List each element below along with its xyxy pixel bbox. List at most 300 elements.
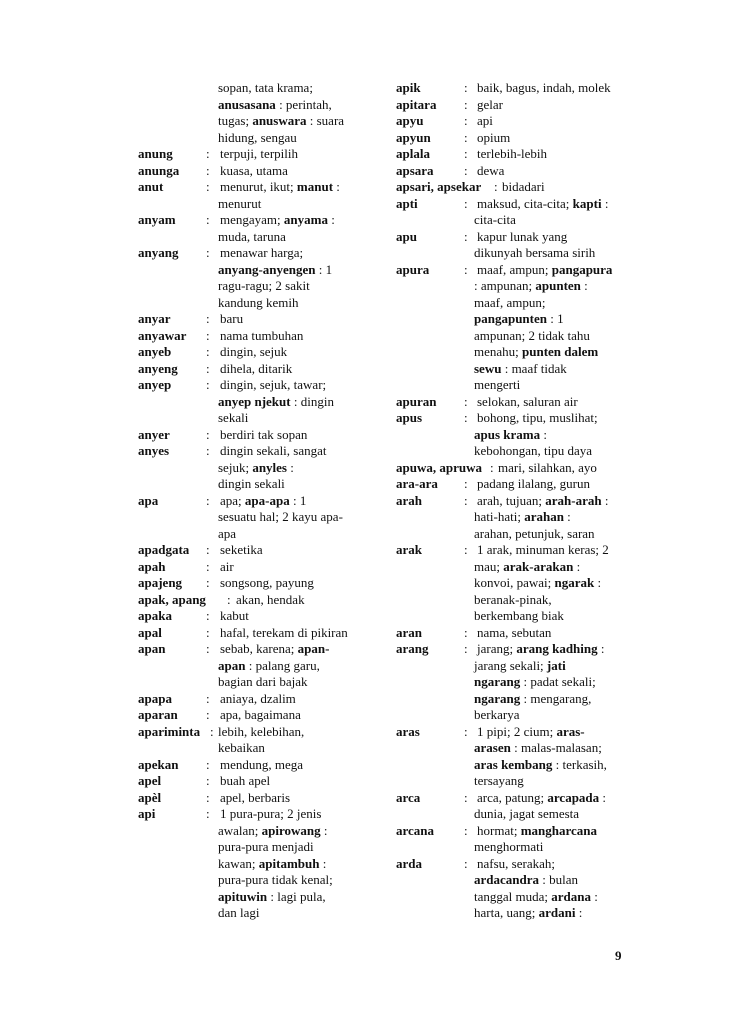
definition-continuation — [396, 691, 632, 708]
separator-colon: : — [464, 476, 468, 491]
separator-colon: : — [206, 558, 210, 574]
dictionary-entry — [396, 97, 632, 114]
gloss-text: jarang sekali; — [474, 657, 547, 673]
gloss-text: sesuatu hal; 2 kayu apa- — [218, 509, 343, 524]
definition-text — [218, 509, 343, 526]
separator-colon: : — [490, 459, 494, 475]
gloss-text: baik, bagus, indah, molek — [477, 80, 611, 95]
bold-term: aras- — [556, 723, 585, 739]
definition-text — [220, 377, 326, 394]
definition-continuation — [138, 905, 378, 922]
definition-continuation — [138, 460, 378, 477]
gloss-text: : — [286, 459, 294, 475]
headword: anut — [138, 179, 164, 194]
definition-continuation — [396, 806, 632, 823]
headword: apekan — [138, 756, 179, 772]
headword: apura — [396, 261, 430, 277]
definition-text — [474, 872, 578, 889]
separator-colon: : — [494, 179, 498, 194]
gloss-text: apa; — [220, 492, 245, 508]
gloss-text: kawan; — [218, 855, 259, 871]
bold-term: apituwin — [218, 888, 268, 904]
definition-text — [477, 410, 598, 427]
definition-continuation — [396, 773, 632, 790]
definition-continuation — [396, 509, 632, 526]
headword: apsara — [396, 162, 434, 178]
gloss-text: gelar — [477, 96, 503, 112]
definition-text — [220, 427, 307, 444]
definition-text — [474, 509, 571, 526]
bold-term: manut — [296, 179, 334, 194]
gloss-text: dewa — [477, 162, 505, 178]
definition-text — [218, 130, 297, 147]
definition-text — [220, 625, 348, 642]
headword: apajeng — [138, 575, 183, 590]
page-number: 9 — [615, 948, 622, 963]
gloss-text: hormat; — [477, 822, 521, 838]
definition-text — [477, 130, 510, 147]
bold-term: pangapura — [551, 261, 613, 277]
gloss-text: berdiri tak sopan — [220, 426, 308, 442]
gloss-text: : — [594, 575, 602, 590]
definition-continuation — [396, 212, 632, 229]
definition-text — [220, 493, 306, 510]
gloss-text: padang ilalang, gurun — [477, 476, 590, 491]
definition-text — [498, 460, 597, 477]
definition-continuation — [138, 80, 378, 97]
definition-text — [220, 641, 329, 658]
bold-term: ardacandra — [474, 872, 539, 887]
definition-text — [220, 146, 298, 163]
definition-text — [220, 691, 296, 708]
bold-term: pangapunten — [474, 311, 547, 326]
gloss-text: kandung kemih — [218, 294, 299, 310]
definition-text — [477, 80, 611, 97]
gloss-text: nafsu, serakah; — [477, 855, 555, 871]
headword: arda — [396, 855, 422, 871]
dictionary-entry — [396, 856, 632, 873]
bold-term: apunten — [535, 278, 581, 293]
definition-text — [477, 790, 606, 807]
headword: apadgata — [138, 542, 190, 557]
headword: arak — [396, 542, 422, 557]
gloss-text: tanggal muda; — [474, 888, 552, 904]
definition-text — [477, 542, 609, 559]
dictionary-entry — [138, 757, 378, 774]
separator-colon: : — [464, 410, 468, 425]
definition-text — [477, 476, 590, 493]
definition-text — [220, 361, 292, 378]
definition-text — [220, 212, 335, 229]
separator-colon: : — [464, 789, 468, 805]
definition-continuation — [396, 658, 632, 675]
definition-text — [474, 592, 552, 609]
gloss-text: hafal, terekam di pikiran — [220, 624, 348, 640]
definition-continuation — [138, 740, 378, 757]
dictionary-entry — [138, 328, 378, 345]
separator-colon: : — [464, 162, 468, 178]
definition-continuation — [396, 608, 632, 625]
headword: anyawar — [138, 327, 187, 343]
separator-colon: : — [206, 443, 210, 458]
definition-continuation — [396, 377, 632, 394]
definition-continuation — [396, 872, 632, 889]
gloss-text: pura-pura tidak kenal; — [218, 872, 333, 887]
gloss-text: hati-hati; — [474, 509, 525, 524]
separator-colon: : — [206, 344, 210, 359]
headword: apuran — [396, 393, 437, 409]
gloss-text: 1 arak, minuman keras; 2 — [477, 542, 609, 557]
definition-text — [474, 361, 567, 378]
dictionary-entry — [138, 625, 378, 642]
separator-colon: : — [464, 542, 468, 557]
separator-colon: : — [464, 113, 468, 128]
definition-text — [218, 460, 294, 477]
gloss-text: terlebih-lebih — [477, 146, 548, 161]
gloss-text: arahan, petunjuk, saran — [474, 525, 595, 541]
definition-text — [474, 278, 588, 295]
gloss-text: songsong, payung — [220, 575, 314, 590]
gloss-text: awalan; — [218, 822, 262, 838]
separator-colon: : — [206, 146, 210, 161]
separator-colon: : — [206, 377, 210, 392]
headword: apariminta — [138, 723, 201, 739]
definition-text — [474, 311, 564, 328]
definition-text — [474, 889, 598, 906]
definition-continuation — [138, 476, 378, 493]
definition-text — [474, 757, 607, 774]
gloss-text: kebohongan, tipu daya — [474, 443, 593, 458]
bold-term: anusasana — [218, 96, 276, 112]
separator-colon: : — [206, 426, 210, 442]
separator-colon: : — [464, 822, 468, 838]
bold-term: anyama — [283, 212, 328, 227]
separator-colon: : — [464, 492, 468, 508]
headword: apan — [138, 641, 166, 656]
dictionary-entry — [138, 773, 378, 790]
gloss-text: kebaikan — [218, 740, 265, 755]
gloss-text: : — [320, 822, 328, 838]
definition-text — [474, 427, 547, 444]
separator-colon: : — [206, 212, 210, 227]
definition-continuation — [396, 344, 632, 361]
definition-continuation — [396, 905, 632, 922]
definition-text — [474, 295, 545, 312]
gloss-text: menurut — [218, 195, 262, 211]
gloss-text: : — [563, 509, 571, 524]
gloss-text: menahu; — [474, 344, 523, 359]
bold-term: jati — [546, 657, 566, 673]
definition-text — [218, 674, 308, 691]
gloss-text: : ampunan; — [474, 278, 536, 293]
gloss-text: arah, tujuan; — [477, 492, 546, 508]
separator-colon: : — [464, 855, 468, 871]
definition-text — [218, 262, 332, 279]
separator-colon: : — [464, 129, 468, 145]
separator-colon: : — [464, 393, 468, 409]
definition-text — [477, 625, 551, 642]
headword: anung — [138, 146, 173, 161]
bold-term: apa-apa — [244, 492, 290, 508]
gloss-text: dingin sekali, sangat — [220, 443, 327, 458]
definition-text — [220, 328, 303, 345]
gloss-text: aniaya, dzalim — [220, 690, 296, 706]
definition-text — [218, 80, 313, 97]
headword: anunga — [138, 162, 180, 178]
definition-text — [474, 658, 566, 675]
gloss-text: : — [601, 195, 609, 211]
separator-colon: : — [464, 96, 468, 112]
dictionary-entry — [396, 146, 632, 163]
definition-text — [218, 526, 236, 543]
definition-continuation — [138, 394, 378, 411]
headword: arca — [396, 789, 421, 805]
bold-term: apan — [218, 657, 246, 673]
definition-text — [477, 641, 605, 658]
headword: apyun — [396, 129, 431, 145]
separator-colon: : — [210, 723, 214, 739]
headword: anyes — [138, 443, 170, 458]
gloss-text: : perintah, — [275, 96, 332, 112]
definition-text — [220, 163, 288, 180]
headword: aplala — [396, 146, 430, 161]
separator-colon: : — [206, 179, 210, 194]
dictionary-entry — [138, 163, 378, 180]
bold-term: apitambuh — [258, 855, 320, 871]
left-column — [138, 80, 378, 922]
headword: anyam — [138, 212, 176, 227]
definition-continuation — [396, 443, 632, 460]
definition-continuation — [396, 674, 632, 691]
definition-text — [218, 889, 326, 906]
bold-term: arah-arah — [545, 492, 602, 508]
separator-colon: : — [464, 261, 468, 277]
definition-text — [474, 212, 516, 229]
definition-text — [474, 559, 580, 576]
gloss-text: tersayang — [474, 773, 524, 788]
gloss-text: kuasa, utama — [220, 162, 288, 178]
headword: apak, apang — [138, 591, 206, 607]
definition-text — [220, 179, 340, 196]
headword: anyep — [138, 377, 172, 392]
gloss-text: maksud, cita-cita; — [477, 195, 573, 211]
definition-continuation — [396, 592, 632, 609]
bold-term: arahan — [524, 509, 564, 524]
definition-text — [474, 773, 524, 790]
separator-colon: : — [206, 707, 210, 722]
separator-colon: : — [206, 806, 210, 821]
gloss-text: ragu-ragu; 2 sakit — [218, 278, 310, 293]
gloss-text: dingin, sejuk — [220, 344, 288, 359]
gloss-text: : malas-malasan; — [510, 740, 602, 755]
headword: apyu — [396, 113, 424, 128]
right-column — [396, 80, 632, 922]
definition-continuation — [396, 311, 632, 328]
dictionary-entry — [396, 493, 632, 510]
definition-text — [477, 97, 503, 114]
definition-text — [220, 806, 321, 823]
headword: apsari, apsekar — [396, 179, 482, 194]
definition-continuation — [396, 295, 632, 312]
definition-text — [218, 113, 344, 130]
definition-text — [502, 179, 545, 196]
gloss-text: : mengarang, — [520, 690, 592, 706]
gloss-text: seketika — [220, 542, 263, 557]
definition-text — [474, 526, 595, 543]
headword: anyang — [138, 245, 179, 260]
headword: apti — [396, 195, 418, 211]
gloss-text: nama, sebutan — [477, 624, 552, 640]
dictionary-entry — [138, 179, 378, 196]
bold-term: anyang-anyengen — [218, 261, 316, 277]
bold-term: ngarang — [474, 690, 521, 706]
dictionary-entry — [138, 427, 378, 444]
gloss-text: mari, silahkan, ayo — [498, 459, 597, 475]
bold-term: anyep njekut — [218, 393, 291, 409]
bold-term: apus krama — [474, 426, 541, 442]
definition-text — [477, 493, 608, 510]
dictionary-entry — [138, 641, 378, 658]
separator-colon: : — [206, 608, 210, 623]
dictionary-entry — [138, 542, 378, 559]
definition-text — [477, 229, 567, 246]
bold-term: kapti — [572, 195, 602, 211]
gloss-text: 1 pipi; 2 cium; — [477, 723, 557, 739]
definition-text — [220, 790, 290, 807]
dictionary-entry — [138, 608, 378, 625]
definition-text — [477, 856, 555, 873]
dictionary-entry — [138, 559, 378, 576]
gloss-text: 1 pura-pura; 2 jenis — [220, 806, 322, 821]
headword: ara-ara — [396, 476, 438, 491]
gloss-text: dunia, jagat semesta — [474, 806, 580, 821]
dictionary-entry — [396, 542, 632, 559]
definition-continuation — [138, 130, 378, 147]
gloss-text: : — [333, 179, 340, 194]
dictionary-entry — [396, 724, 632, 741]
gloss-text: ampunan; 2 tidak tahu — [474, 327, 590, 343]
definition-text — [220, 773, 270, 790]
gloss-text: muda, taruna — [218, 228, 286, 244]
gloss-text: : dingin — [290, 393, 334, 409]
gloss-text: kapur lunak yang — [477, 228, 568, 244]
gloss-text: bohong, tipu, muslihat; — [477, 410, 598, 425]
definition-text — [220, 443, 327, 460]
dictionary-entry — [138, 575, 378, 592]
separator-colon: : — [464, 641, 468, 656]
gloss-text: dan lagi — [218, 905, 260, 920]
definition-text — [218, 872, 333, 889]
separator-colon: : — [464, 723, 468, 739]
separator-colon: : — [206, 311, 210, 326]
definition-text — [474, 575, 601, 592]
definition-text — [477, 724, 585, 741]
definition-continuation — [396, 526, 632, 543]
gloss-text: mengerti — [474, 377, 521, 392]
gloss-text: kabut — [220, 608, 249, 623]
gloss-text: : — [599, 789, 607, 805]
bold-term: anuswara — [252, 113, 307, 128]
gloss-text: bidadari — [502, 179, 545, 194]
gloss-text: pura-pura menjadi — [218, 839, 314, 854]
definition-text — [477, 113, 493, 130]
definition-continuation — [138, 823, 378, 840]
definition-text — [220, 757, 303, 774]
gloss-text: : suara — [306, 113, 345, 128]
gloss-text: dihela, ditarik — [220, 360, 293, 376]
definition-text — [218, 295, 299, 312]
gloss-text: menurut, ikut; — [220, 179, 297, 194]
headword: arang — [396, 641, 429, 656]
gloss-text: menghormati — [474, 839, 544, 854]
gloss-text: harta, uang; — [474, 905, 539, 920]
dictionary-entry — [396, 460, 632, 477]
headword: apus — [396, 410, 423, 425]
definition-text — [220, 542, 263, 559]
dictionary-entry — [396, 113, 632, 130]
definition-text — [218, 823, 328, 840]
definition-text — [474, 905, 582, 922]
gloss-text: : lagi pula, — [267, 888, 326, 904]
bold-term: arasen — [474, 740, 511, 755]
bold-term: aras kembang — [474, 756, 553, 772]
definition-text — [477, 394, 578, 411]
gloss-text: : — [601, 492, 609, 508]
definition-text — [477, 146, 547, 163]
definition-text — [218, 196, 261, 213]
headword: apah — [138, 558, 166, 574]
gloss-text: : — [580, 278, 588, 293]
headword: apu — [396, 228, 417, 244]
dictionary-entry — [396, 179, 632, 196]
dictionary-entry — [138, 724, 378, 741]
separator-colon: : — [206, 624, 210, 640]
definition-continuation — [396, 575, 632, 592]
definition-continuation — [138, 674, 378, 691]
dictionary-entry — [138, 311, 378, 328]
definition-text — [474, 328, 590, 345]
dictionary-entry — [396, 476, 632, 493]
definition-text — [218, 740, 265, 757]
dictionary-entry — [396, 262, 632, 279]
definition-text — [477, 823, 597, 840]
definition-continuation — [138, 278, 378, 295]
definition-continuation — [138, 509, 378, 526]
definition-text — [218, 278, 310, 295]
headword: apaka — [138, 608, 172, 623]
separator-colon: : — [464, 146, 468, 161]
definition-continuation — [396, 839, 632, 856]
dictionary-entry — [396, 130, 632, 147]
dictionary-entry — [138, 790, 378, 807]
definition-continuation — [138, 839, 378, 856]
headword: aras — [396, 723, 420, 739]
bold-term: sewu — [474, 360, 502, 376]
headword: arah — [396, 492, 422, 508]
definition-continuation — [396, 707, 632, 724]
separator-colon: : — [464, 228, 468, 244]
gloss-text: selokan, saluran air — [477, 393, 578, 409]
dictionary-entry — [396, 410, 632, 427]
definition-continuation — [138, 410, 378, 427]
definition-continuation — [138, 526, 378, 543]
dictionary-entry — [138, 146, 378, 163]
definition-continuation — [138, 872, 378, 889]
definition-text — [220, 575, 314, 592]
definition-text — [474, 608, 564, 625]
gloss-text: mendung, mega — [220, 756, 304, 772]
dictionary-entry — [396, 394, 632, 411]
